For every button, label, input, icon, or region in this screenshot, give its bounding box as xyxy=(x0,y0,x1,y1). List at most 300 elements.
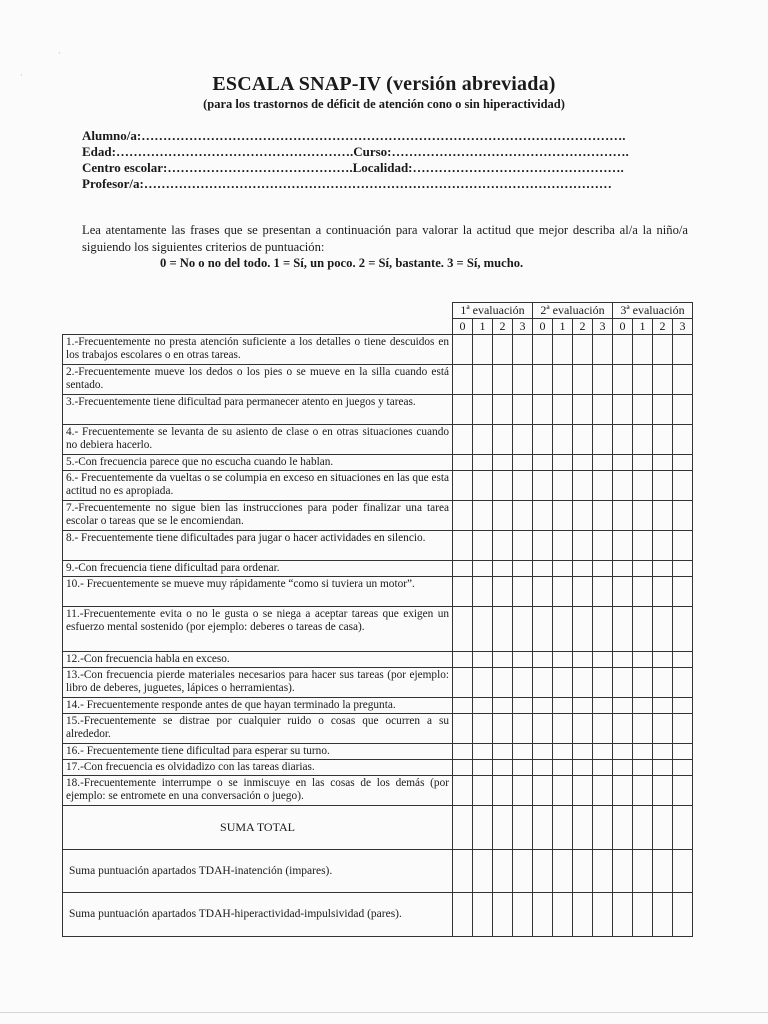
score-cell[interactable] xyxy=(593,365,613,395)
page-edge xyxy=(0,1012,768,1013)
score-cell[interactable] xyxy=(493,531,513,561)
score-cell[interactable] xyxy=(633,395,653,425)
summary-score-cell[interactable] xyxy=(553,806,573,850)
score-cell[interactable] xyxy=(593,668,613,698)
score-cell[interactable] xyxy=(593,744,613,760)
score-cell[interactable] xyxy=(513,652,533,668)
score-cell[interactable] xyxy=(633,471,653,501)
score-cell[interactable] xyxy=(573,365,593,395)
score-cell[interactable] xyxy=(453,714,473,744)
score-header-3-2: 2 xyxy=(653,319,673,335)
score-cell[interactable] xyxy=(553,744,573,760)
score-cell[interactable] xyxy=(593,652,613,668)
score-cell[interactable] xyxy=(653,577,673,607)
score-cell[interactable] xyxy=(573,668,593,698)
table-row xyxy=(63,714,693,744)
table-row xyxy=(63,335,693,365)
score-cell[interactable] xyxy=(513,760,533,776)
score-cell[interactable] xyxy=(593,760,613,776)
score-cell[interactable] xyxy=(613,577,633,607)
score-cell[interactable] xyxy=(633,501,653,531)
score-cell[interactable] xyxy=(673,531,693,561)
score-cell[interactable] xyxy=(593,501,613,531)
score-cell[interactable] xyxy=(673,760,693,776)
score-cell[interactable] xyxy=(593,335,613,365)
rating-table xyxy=(62,302,693,937)
score-cell[interactable] xyxy=(613,652,633,668)
table-row xyxy=(63,744,693,760)
score-cell[interactable] xyxy=(533,577,553,607)
score-cell[interactable] xyxy=(593,425,613,455)
score-cell[interactable] xyxy=(613,776,633,806)
score-cell[interactable] xyxy=(633,744,653,760)
score-cell[interactable] xyxy=(633,561,653,577)
score-cell[interactable] xyxy=(453,760,473,776)
score-cell[interactable] xyxy=(473,776,493,806)
item-text: 7.-Frecuentemente no sigue bien las instrucciones para poder finalizar una tarea escolar o tareas que se le encomiendan. xyxy=(63,501,453,531)
score-cell[interactable] xyxy=(613,335,633,365)
score-cell[interactable] xyxy=(613,425,633,455)
score-cell[interactable] xyxy=(473,531,493,561)
score-cell[interactable] xyxy=(673,501,693,531)
score-cell[interactable] xyxy=(553,607,573,652)
score-cell[interactable] xyxy=(673,335,693,365)
score-cell[interactable] xyxy=(553,652,573,668)
score-cell[interactable] xyxy=(493,365,513,395)
score-cell[interactable] xyxy=(453,501,473,531)
score-cell[interactable] xyxy=(513,744,533,760)
score-cell[interactable] xyxy=(553,395,573,425)
score-cell[interactable] xyxy=(633,668,653,698)
score-cell[interactable] xyxy=(633,531,653,561)
score-cell[interactable] xyxy=(673,561,693,577)
summary-score-cell[interactable] xyxy=(653,850,673,893)
score-cell[interactable] xyxy=(473,335,493,365)
score-cell[interactable] xyxy=(553,501,573,531)
summary-score-cell[interactable] xyxy=(633,850,653,893)
score-cell[interactable] xyxy=(653,652,673,668)
score-cell[interactable] xyxy=(613,455,633,471)
score-cell[interactable] xyxy=(613,744,633,760)
score-cell[interactable] xyxy=(553,531,573,561)
score-cell[interactable] xyxy=(513,471,533,501)
score-cell[interactable] xyxy=(473,425,493,455)
score-cell[interactable] xyxy=(573,652,593,668)
header-spacer xyxy=(63,303,453,319)
score-cell[interactable] xyxy=(473,652,493,668)
score-cell[interactable] xyxy=(533,531,553,561)
score-cell[interactable] xyxy=(673,652,693,668)
summary-score-cell[interactable] xyxy=(633,893,653,937)
score-cell[interactable] xyxy=(473,668,493,698)
score-cell[interactable] xyxy=(493,425,513,455)
score-cell[interactable] xyxy=(633,652,653,668)
score-cell[interactable] xyxy=(453,395,473,425)
score-cell[interactable] xyxy=(493,776,513,806)
score-cell[interactable] xyxy=(493,714,513,744)
score-cell[interactable] xyxy=(653,607,673,652)
score-cell[interactable] xyxy=(473,395,493,425)
score-cell[interactable] xyxy=(593,714,613,744)
summary-score-cell[interactable] xyxy=(453,850,473,893)
score-cell[interactable] xyxy=(493,652,513,668)
score-cell[interactable] xyxy=(633,425,653,455)
summary-score-cell[interactable] xyxy=(573,850,593,893)
item-text: 3.-Frecuentemente tiene dificultad para permanecer atento en juegos y tareas. xyxy=(63,395,453,425)
score-cell[interactable] xyxy=(653,501,673,531)
table-row xyxy=(63,365,693,395)
summary-score-cell[interactable] xyxy=(453,806,473,850)
score-cell[interactable] xyxy=(673,365,693,395)
score-cell[interactable] xyxy=(573,335,593,365)
item-text: 14.- Frecuentemente responde antes de que hayan terminado la pregunta. xyxy=(63,698,453,714)
score-cell[interactable] xyxy=(613,501,633,531)
score-cell[interactable] xyxy=(593,776,613,806)
score-cell[interactable] xyxy=(513,776,533,806)
score-cell[interactable] xyxy=(533,668,553,698)
score-cell[interactable] xyxy=(553,714,573,744)
summary-score-cell[interactable] xyxy=(673,893,693,937)
score-cell[interactable] xyxy=(493,335,513,365)
score-cell[interactable] xyxy=(453,698,473,714)
summary-score-cell[interactable] xyxy=(493,806,513,850)
score-cell[interactable] xyxy=(653,760,673,776)
score-cell[interactable] xyxy=(513,365,533,395)
score-cell[interactable] xyxy=(473,501,493,531)
score-cell[interactable] xyxy=(493,607,513,652)
field-alumno[interactable]: Alumno/a:…………………………………………………………………………………………………. xyxy=(82,128,626,143)
score-cell[interactable] xyxy=(673,668,693,698)
scan-speck: · xyxy=(58,48,61,58)
score-cell[interactable] xyxy=(453,471,473,501)
document-subtitle: (para los trastornos de déficit de atención cono o sin hiperactividad) xyxy=(203,97,565,111)
item-text: 16.- Frecuentemente tiene dificultad para esperar su turno. xyxy=(63,744,453,760)
score-cell[interactable] xyxy=(493,455,513,471)
summary-score-cell[interactable] xyxy=(473,893,493,937)
summary-score-cell[interactable] xyxy=(533,850,553,893)
score-header-2-2: 2 xyxy=(573,319,593,335)
table-row xyxy=(63,577,693,607)
score-cell[interactable] xyxy=(653,714,673,744)
score-cell[interactable] xyxy=(573,714,593,744)
score-cell[interactable] xyxy=(613,471,633,501)
document-title: ESCALA SNAP-IV (versión abreviada) xyxy=(212,73,556,95)
summary-score-cell[interactable] xyxy=(513,806,533,850)
score-cell[interactable] xyxy=(633,365,653,395)
summary-score-cell[interactable] xyxy=(673,806,693,850)
score-cell[interactable] xyxy=(653,668,673,698)
summary-score-cell[interactable] xyxy=(533,806,553,850)
summary-score-cell[interactable] xyxy=(653,893,673,937)
score-cell[interactable] xyxy=(633,335,653,365)
score-cell[interactable] xyxy=(653,744,673,760)
score-cell[interactable] xyxy=(493,698,513,714)
score-cell[interactable] xyxy=(573,501,593,531)
summary-score-cell[interactable] xyxy=(613,850,633,893)
score-cell[interactable] xyxy=(653,776,673,806)
summary-score-cell[interactable] xyxy=(473,806,493,850)
score-cell[interactable] xyxy=(493,668,513,698)
summary-score-cell[interactable] xyxy=(573,893,593,937)
item-text: 11.-Frecuentemente evita o no le gusta o se niega a aceptar tareas que exigen un esfuerzo mental sostenido (por ejemplo: deberes o tareas de casa). xyxy=(63,607,453,652)
table-row xyxy=(63,395,693,425)
table-row xyxy=(63,561,693,577)
score-cell[interactable] xyxy=(553,455,573,471)
score-cell[interactable] xyxy=(493,395,513,425)
score-cell[interactable] xyxy=(633,455,653,471)
summary-score-cell[interactable] xyxy=(493,893,513,937)
score-cell[interactable] xyxy=(593,607,613,652)
score-cell[interactable] xyxy=(513,698,533,714)
score-cell[interactable] xyxy=(613,714,633,744)
score-cell[interactable] xyxy=(533,501,553,531)
score-cell[interactable] xyxy=(453,668,473,698)
score-header-2-1: 1 xyxy=(553,319,573,335)
score-cell[interactable] xyxy=(513,395,533,425)
score-cell[interactable] xyxy=(573,776,593,806)
score-cell[interactable] xyxy=(553,760,573,776)
score-cell[interactable] xyxy=(653,395,673,425)
table-row xyxy=(63,425,693,455)
score-header-row xyxy=(63,319,693,335)
field-edad-curso[interactable]: Edad:……………………………………………….Curso:………………………………………………. xyxy=(82,144,629,159)
score-cell[interactable] xyxy=(493,501,513,531)
score-cell[interactable] xyxy=(653,365,673,395)
score-cell[interactable] xyxy=(493,471,513,501)
score-cell[interactable] xyxy=(473,577,493,607)
score-cell[interactable] xyxy=(493,760,513,776)
score-cell[interactable] xyxy=(673,425,693,455)
score-cell[interactable] xyxy=(633,607,653,652)
scoring-criteria: 0 = No o no del todo. 1 = Sí, un poco. 2 = Sí, bastante. 3 = Sí, mucho. xyxy=(160,256,524,270)
field-centro-localidad[interactable]: Centro escolar:…………………………………….Localidad:…………………………………………. xyxy=(82,160,624,175)
score-cell[interactable] xyxy=(513,607,533,652)
score-cell[interactable] xyxy=(533,561,553,577)
summary-score-cell[interactable] xyxy=(633,806,653,850)
item-text: 1.-Frecuentemente no presta atención suficiente a los detalles o tiene descuidos en los trabajos escolares o en otras tareas. xyxy=(63,335,453,365)
score-cell[interactable] xyxy=(573,744,593,760)
summary-score-cell[interactable] xyxy=(593,806,613,850)
score-cell[interactable] xyxy=(553,335,573,365)
score-cell[interactable] xyxy=(473,561,493,577)
score-cell[interactable] xyxy=(653,698,673,714)
table-row xyxy=(63,531,693,561)
score-cell[interactable] xyxy=(533,365,553,395)
score-cell[interactable] xyxy=(533,395,553,425)
score-cell[interactable] xyxy=(573,698,593,714)
score-cell[interactable] xyxy=(653,531,673,561)
score-cell[interactable] xyxy=(533,714,553,744)
score-cell[interactable] xyxy=(453,561,473,577)
score-cell[interactable] xyxy=(473,607,493,652)
table-row xyxy=(63,652,693,668)
field-profesor[interactable]: Profesor/a:……………………………………………………………………………………………… xyxy=(82,176,612,191)
score-cell[interactable] xyxy=(553,561,573,577)
score-cell[interactable] xyxy=(673,455,693,471)
score-cell[interactable] xyxy=(553,668,573,698)
score-cell[interactable] xyxy=(653,425,673,455)
score-header-2-0: 0 xyxy=(533,319,553,335)
score-cell[interactable] xyxy=(633,760,653,776)
table-row xyxy=(63,698,693,714)
item-text: 15.-Frecuentemente se distrae por cualquier ruido o cosas que ocurren a su alrededor. xyxy=(63,714,453,744)
score-cell[interactable] xyxy=(633,776,653,806)
score-cell[interactable] xyxy=(593,471,613,501)
score-cell[interactable] xyxy=(653,455,673,471)
summary-row xyxy=(63,850,693,893)
score-cell[interactable] xyxy=(673,714,693,744)
score-cell[interactable] xyxy=(573,561,593,577)
score-cell[interactable] xyxy=(613,607,633,652)
summary-score-cell[interactable] xyxy=(553,850,573,893)
eval-3-header: 3ª evaluación xyxy=(613,303,693,319)
summary-row xyxy=(63,893,693,937)
score-cell[interactable] xyxy=(453,455,473,471)
score-cell[interactable] xyxy=(473,365,493,395)
score-cell[interactable] xyxy=(453,531,473,561)
summary-score-cell[interactable] xyxy=(533,893,553,937)
summary-score-cell[interactable] xyxy=(593,850,613,893)
score-cell[interactable] xyxy=(593,455,613,471)
score-cell[interactable] xyxy=(473,698,493,714)
score-cell[interactable] xyxy=(453,607,473,652)
score-cell[interactable] xyxy=(493,744,513,760)
score-cell[interactable] xyxy=(673,607,693,652)
score-cell[interactable] xyxy=(533,652,553,668)
score-cell[interactable] xyxy=(533,744,553,760)
score-cell[interactable] xyxy=(513,561,533,577)
score-cell[interactable] xyxy=(573,531,593,561)
score-cell[interactable] xyxy=(453,776,473,806)
score-cell[interactable] xyxy=(453,425,473,455)
score-cell[interactable] xyxy=(653,471,673,501)
item-text: 12.-Con frecuencia habla en exceso. xyxy=(63,652,453,668)
instructions-text: Lea atentamente las frases que se presentan a continuación para valorar la actitud que mejor describa al/a la niño/a siguiendo los siguientes criterios de puntuación: xyxy=(82,223,688,254)
score-cell[interactable] xyxy=(513,668,533,698)
summary-score-cell[interactable] xyxy=(673,850,693,893)
summary-score-cell[interactable] xyxy=(613,806,633,850)
score-cell[interactable] xyxy=(573,455,593,471)
item-text: 17.-Con frecuencia es olvidadizo con las tareas diarias. xyxy=(63,760,453,776)
score-cell[interactable] xyxy=(513,714,533,744)
score-cell[interactable] xyxy=(553,577,573,607)
score-cell[interactable] xyxy=(513,425,533,455)
score-cell[interactable] xyxy=(613,395,633,425)
summary-score-cell[interactable] xyxy=(593,893,613,937)
score-cell[interactable] xyxy=(533,698,553,714)
score-cell[interactable] xyxy=(593,531,613,561)
score-cell[interactable] xyxy=(533,760,553,776)
score-cell[interactable] xyxy=(593,577,613,607)
summary-score-cell[interactable] xyxy=(653,806,673,850)
summary-score-cell[interactable] xyxy=(513,893,533,937)
score-cell[interactable] xyxy=(613,668,633,698)
score-cell[interactable] xyxy=(633,698,653,714)
score-cell[interactable] xyxy=(473,714,493,744)
score-cell[interactable] xyxy=(513,577,533,607)
score-cell[interactable] xyxy=(613,760,633,776)
score-cell[interactable] xyxy=(613,698,633,714)
score-cell[interactable] xyxy=(673,395,693,425)
score-cell[interactable] xyxy=(453,365,473,395)
score-cell[interactable] xyxy=(573,577,593,607)
summary-score-cell[interactable] xyxy=(553,893,573,937)
score-cell[interactable] xyxy=(553,365,573,395)
score-cell[interactable] xyxy=(573,471,593,501)
item-text: 6.- Frecuentemente da vueltas o se columpia en exceso en situaciones en las que esta actitud no es apropiada. xyxy=(63,471,453,501)
score-cell[interactable] xyxy=(473,760,493,776)
score-cell[interactable] xyxy=(593,561,613,577)
score-cell[interactable] xyxy=(533,455,553,471)
score-cell[interactable] xyxy=(453,744,473,760)
item-text: 18.-Frecuentemente interrumpe o se inmiscuye en las cosas de los demás (por ejemplo: se entromete en una conversación o juego). xyxy=(63,776,453,806)
score-cell[interactable] xyxy=(513,501,533,531)
score-cell[interactable] xyxy=(453,335,473,365)
score-cell[interactable] xyxy=(553,425,573,455)
score-cell[interactable] xyxy=(633,714,653,744)
score-cell[interactable] xyxy=(533,776,553,806)
summary-score-cell[interactable] xyxy=(573,806,593,850)
summary-score-cell[interactable] xyxy=(473,850,493,893)
score-cell[interactable] xyxy=(533,607,553,652)
score-cell[interactable] xyxy=(573,395,593,425)
summary-score-cell[interactable] xyxy=(513,850,533,893)
item-text: 5.-Con frecuencia parece que no escucha cuando le hablan. xyxy=(63,455,453,471)
score-cell[interactable] xyxy=(573,425,593,455)
score-cell[interactable] xyxy=(653,335,673,365)
score-cell[interactable] xyxy=(593,395,613,425)
score-cell[interactable] xyxy=(513,335,533,365)
score-cell[interactable] xyxy=(613,531,633,561)
score-cell[interactable] xyxy=(673,776,693,806)
score-cell[interactable] xyxy=(533,471,553,501)
score-cell[interactable] xyxy=(633,577,653,607)
evaluation-header-row xyxy=(63,303,693,319)
summary-score-cell[interactable] xyxy=(493,850,513,893)
score-cell[interactable] xyxy=(613,365,633,395)
score-cell[interactable] xyxy=(453,652,473,668)
score-cell[interactable] xyxy=(553,471,573,501)
score-cell[interactable] xyxy=(473,455,493,471)
score-header-3-0: 0 xyxy=(613,319,633,335)
score-cell[interactable] xyxy=(613,561,633,577)
summary-score-cell[interactable] xyxy=(453,893,473,937)
score-cell[interactable] xyxy=(513,455,533,471)
score-cell[interactable] xyxy=(533,335,553,365)
score-cell[interactable] xyxy=(553,698,573,714)
score-cell[interactable] xyxy=(673,744,693,760)
score-cell[interactable] xyxy=(573,760,593,776)
score-cell[interactable] xyxy=(593,698,613,714)
score-cell[interactable] xyxy=(673,698,693,714)
score-cell[interactable] xyxy=(493,561,513,577)
score-cell[interactable] xyxy=(673,577,693,607)
score-cell[interactable] xyxy=(513,531,533,561)
score-cell[interactable] xyxy=(473,744,493,760)
score-cell[interactable] xyxy=(453,577,473,607)
score-cell[interactable] xyxy=(553,776,573,806)
score-cell[interactable] xyxy=(653,561,673,577)
suma-total-label: SUMA TOTAL xyxy=(63,806,453,850)
summary-row xyxy=(63,806,693,850)
score-cell[interactable] xyxy=(573,607,593,652)
score-cell[interactable] xyxy=(533,425,553,455)
score-cell[interactable] xyxy=(673,471,693,501)
summary-score-cell[interactable] xyxy=(613,893,633,937)
score-cell[interactable] xyxy=(473,471,493,501)
score-cell[interactable] xyxy=(493,577,513,607)
table-row xyxy=(63,455,693,471)
